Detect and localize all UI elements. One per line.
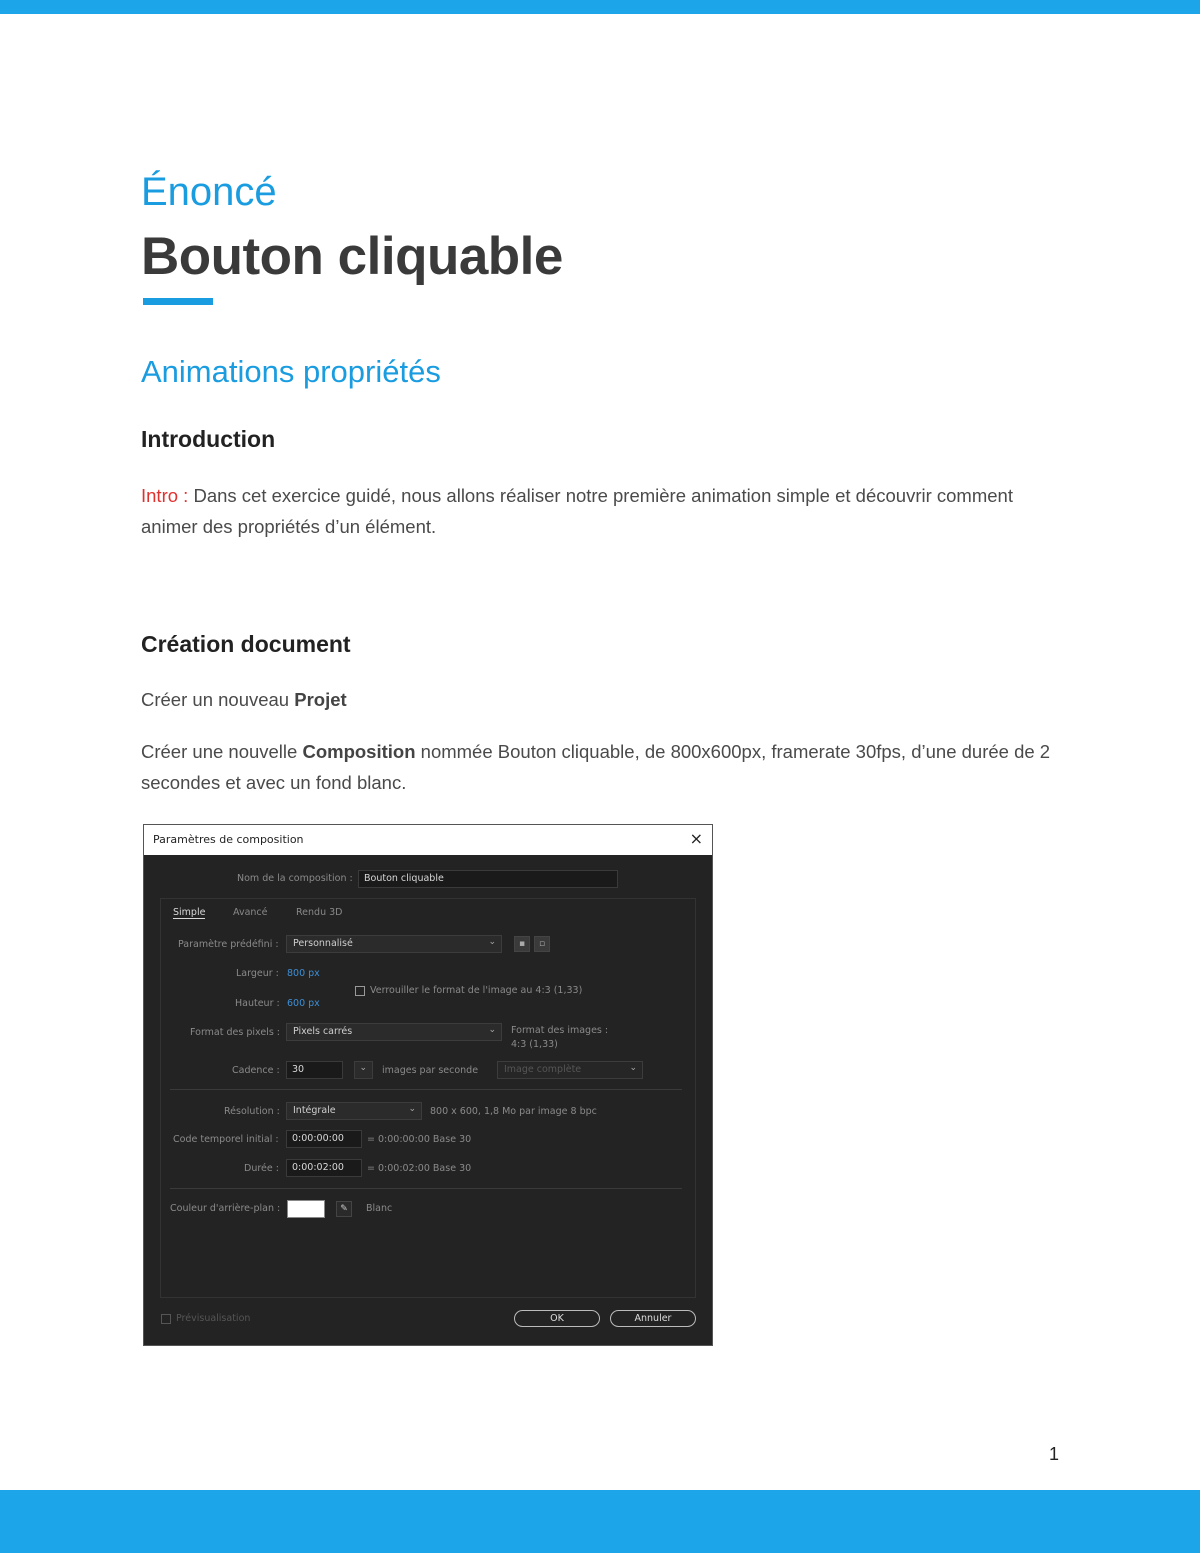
chevron-down-icon: ⌄ [488,1025,496,1035]
frame-aspect-label: Format des images : [511,1025,609,1036]
height-value[interactable]: 600 px [287,998,320,1009]
framerate-unit: images par seconde [382,1065,479,1076]
chevron-down-icon: ⌄ [488,937,496,947]
title-underline [143,298,213,305]
save-preset-icon[interactable]: ▪ [514,936,530,952]
preset-label: Paramètre prédéfini : [178,939,279,950]
step1-bold: Projet [294,689,347,710]
divider [170,1089,682,1090]
chevron-down-icon: ⌄ [629,1063,637,1073]
chevron-down-icon: ⌄ [359,1063,367,1073]
preset-value: Personnalisé [293,938,353,949]
duration-field[interactable]: 0:00:02:00 [286,1159,362,1177]
resolution-select[interactable] [286,1102,422,1120]
width-label: Largeur : [236,968,279,979]
tab-3d-render[interactable]: Rendu 3D [296,907,343,918]
step2-bold: Composition [302,741,416,762]
bg-color-label: Couleur d'arrière-plan : [170,1203,281,1214]
comp-name-field[interactable]: Bouton cliquable [358,870,618,888]
creation-heading: Création document [141,631,351,657]
comp-name-label: Nom de la composition : [237,873,353,884]
pixel-aspect-label: Format des pixels : [190,1027,280,1038]
settings-panel [160,898,696,1298]
resolution-info: 800 x 600, 1,8 Mo par image 8 bpc [430,1106,597,1117]
lock-aspect-label: Verrouiller le format de l'image au 4:3 (1,33) [370,985,583,996]
start-timecode-label: Code temporel initial : [173,1134,279,1145]
pixel-aspect-value: Pixels carrés [293,1026,353,1037]
pixel-aspect-select[interactable] [286,1023,502,1041]
framerate-field[interactable]: 30 [286,1061,343,1079]
duration-label: Durée : [244,1163,279,1174]
introduction-paragraph [141,480,1061,542]
framerate-label: Cadence : [232,1065,280,1076]
drop-frame-value: Image complète [504,1064,582,1075]
tab-advanced[interactable]: Avancé [233,907,268,918]
step1-prefix: Créer un nouveau [141,689,295,710]
framerate-dropdown[interactable] [354,1061,373,1079]
width-value[interactable]: 800 px [287,968,320,979]
section-title: Animations propriétés [141,354,441,389]
start-timecode-field[interactable]: 0:00:00:00 [286,1130,362,1148]
bg-color-name: Blanc [366,1203,393,1214]
page-title: Bouton cliquable [141,227,563,286]
preview-label: Prévisualisation [176,1313,251,1324]
page-number: 1 [1049,1444,1060,1464]
divider [170,1188,682,1189]
dialog-title: Paramètres de composition [153,833,304,846]
dialog-titlebar [144,825,712,855]
chevron-down-icon: ⌄ [408,1104,416,1114]
bg-color-swatch[interactable] [287,1200,325,1218]
page-kicker: Énoncé [141,170,277,214]
composition-settings-dialog [143,824,713,1346]
cancel-button[interactable]: Annuler [610,1310,696,1327]
step-new-project [141,684,1061,715]
delete-preset-icon[interactable]: ▫ [534,936,550,952]
resolution-value: Intégrale [293,1105,336,1116]
step2-prefix: Créer une nouvelle [141,741,303,762]
height-label: Hauteur : [235,998,280,1009]
preset-select[interactable] [286,935,502,953]
duration-info: = 0:00:02:00 Base 30 [367,1163,472,1174]
frame-aspect-value: 4:3 (1,33) [511,1039,558,1050]
step-new-composition [141,736,1061,798]
drop-frame-select [497,1061,643,1079]
step2-suffix: nommée Bouton cliquable, de 800x600px, framerate 30fps, d’une durée de 2 secondes et avec un fond blanc. [141,741,1051,793]
tab-simple[interactable]: Simple [173,907,206,918]
eyedropper-icon[interactable]: ✎ [336,1201,352,1217]
bottom-accent-bar [0,1490,1200,1553]
intro-label: Intro : [141,485,189,506]
close-icon[interactable]: × [689,829,703,848]
lock-aspect-checkbox[interactable] [355,986,365,996]
intro-text: Dans cet exercice guidé, nous allons réaliser notre première animation simple et découvrir comment animer des propriétés d’un élément. [141,485,1013,537]
preview-checkbox[interactable] [161,1314,171,1324]
ok-button[interactable]: OK [514,1310,600,1327]
top-accent-bar [0,0,1200,14]
start-timecode-info: = 0:00:00:00 Base 30 [367,1134,472,1145]
introduction-heading: Introduction [141,426,276,452]
resolution-label: Résolution : [224,1106,280,1117]
